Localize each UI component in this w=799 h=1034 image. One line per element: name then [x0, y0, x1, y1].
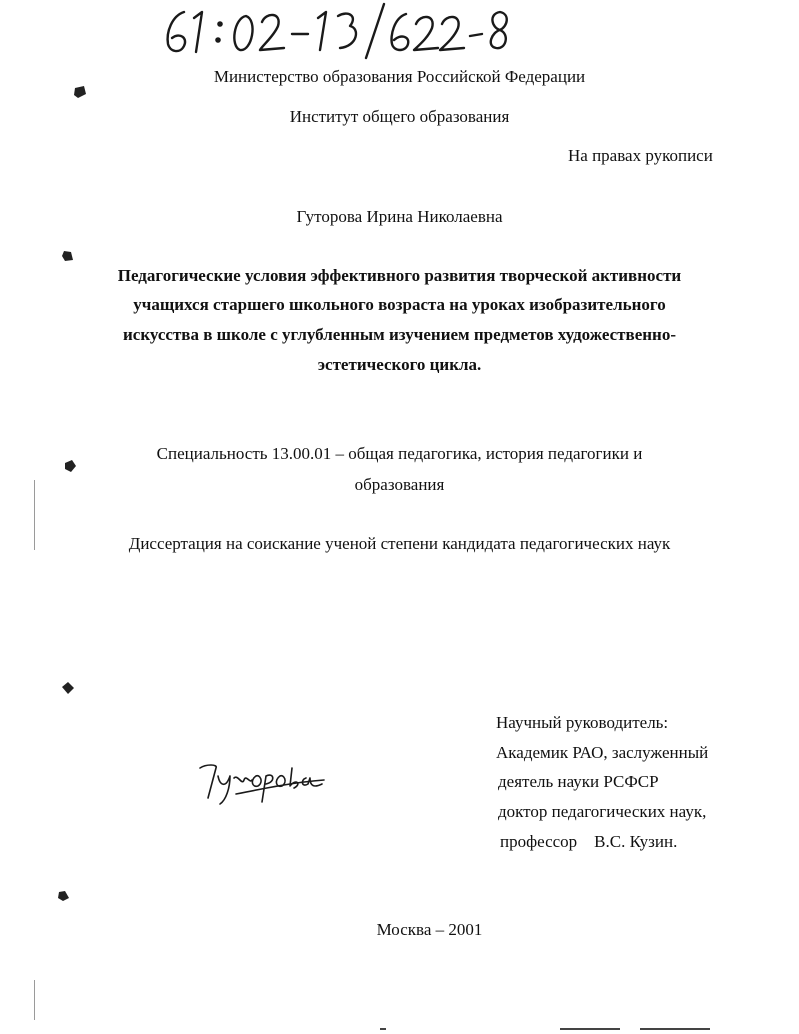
- title-line-2: учащихся старшего школьного возраста на уроках изобразительного: [133, 295, 666, 314]
- institute-name: Институт общего образования: [289, 107, 510, 126]
- handwritten-archive-number: [162, 2, 522, 60]
- punch-hole-mark: [60, 248, 76, 264]
- punch-hole-mark: [72, 84, 88, 100]
- scan-speck: [640, 1028, 710, 1030]
- supervisor-heading: Научный руководитель:: [496, 713, 669, 732]
- manuscript-rights: На правах рукописи: [568, 146, 713, 165]
- supervisor-line-4: доктор педагогических наук,: [498, 802, 707, 821]
- supervisor-line-3: деятель науки РСФСР: [498, 772, 659, 791]
- specialty-line-1: Специальность 13.00.01 – общая педагогика, история педагогики и: [156, 444, 643, 463]
- punch-hole-mark: [62, 458, 78, 474]
- title-line-1: Педагогические условия эффективного развития творческой активности: [117, 266, 682, 285]
- city-year: Москва – 2001: [376, 920, 483, 939]
- supervisor-line-5: профессор В.С. Кузин.: [500, 832, 678, 851]
- scan-edge-line: [34, 480, 35, 550]
- ministry-name: Министерство образования Российской Федерации: [213, 67, 586, 86]
- scan-edge-line: [34, 980, 35, 1020]
- title-line-4: эстетического цикла.: [317, 355, 482, 374]
- supervisor-line-2: Академик РАО, заслуженный: [496, 743, 709, 762]
- punch-hole-mark: [60, 680, 76, 696]
- scan-speck: [380, 1028, 386, 1030]
- dissertation-label: Диссертация на соискание ученой степени кандидата педагогических наук: [128, 534, 671, 553]
- scan-speck: [560, 1028, 620, 1030]
- punch-hole-mark: [56, 888, 72, 904]
- title-line-3: искусства в школе с углубленным изучением предметов художественно-: [122, 325, 676, 344]
- author-name: Гуторова Ирина Николаевна: [296, 207, 503, 226]
- author-signature: [196, 758, 326, 808]
- specialty-line-2: образования: [354, 475, 445, 494]
